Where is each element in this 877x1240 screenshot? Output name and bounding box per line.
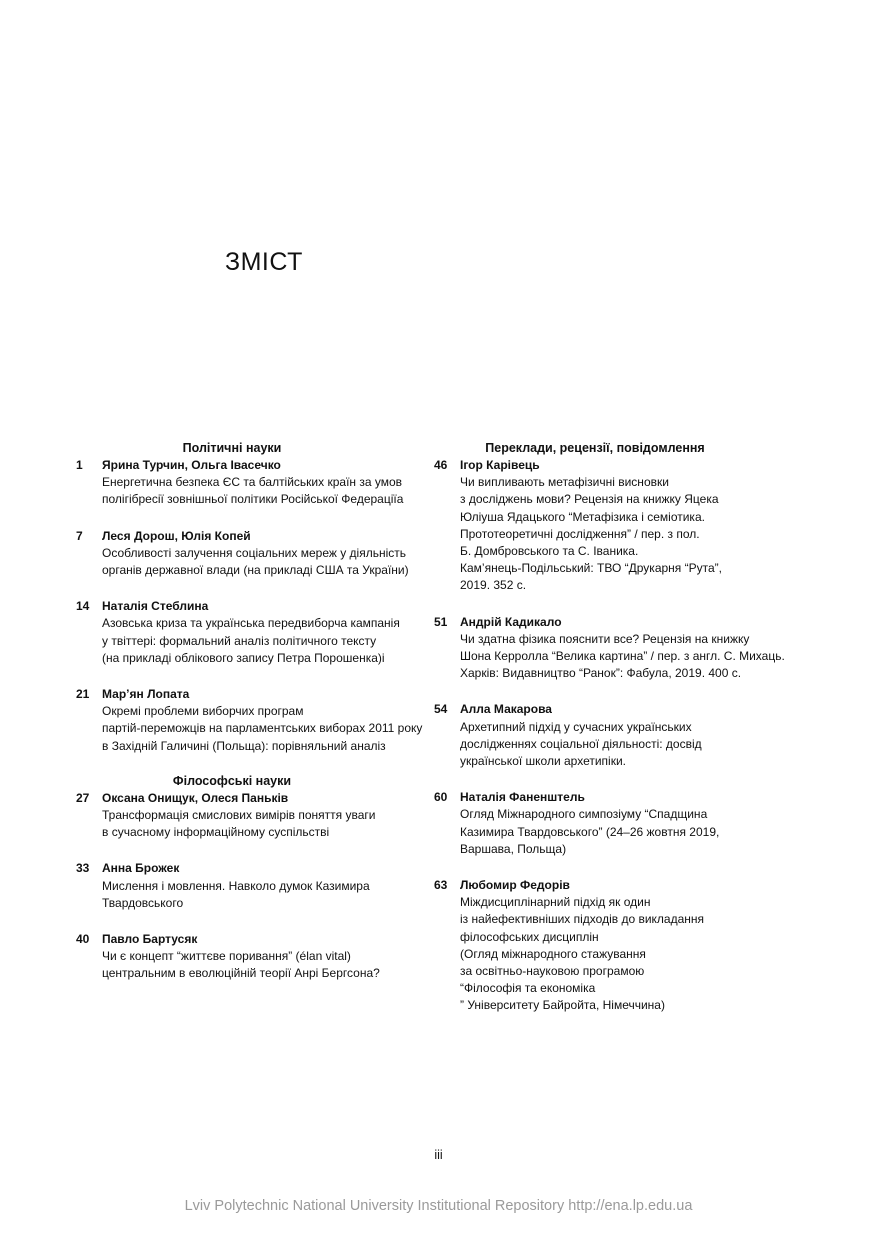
toc-page-number: 46 — [434, 458, 448, 472]
toc-page-number: 1 — [76, 458, 83, 472]
toc-article-title-line: (на прикладі облікового запису Петра Порошенка)і — [102, 650, 385, 665]
toc-article-title-line: 2019. 352 с. — [460, 578, 527, 593]
toc-article-title-line: “Філософія та економіка — [460, 981, 596, 996]
toc-authors: Любомир Федорів — [460, 878, 570, 893]
toc-article-title-line: з досліджень мови? Рецензія на книжку Яцека — [460, 492, 719, 507]
toc-page-number: 63 — [434, 878, 448, 893]
toc-page-number: 27 — [76, 790, 90, 805]
toc-article-title-line: Мислення і мовлення. Навколо думок Казимира — [102, 878, 370, 893]
toc-article-title-line: ” Університету Байройта, Німеччина) — [460, 998, 665, 1013]
section-heading: Переклади, рецензії, повідомлення — [485, 441, 705, 455]
toc-entry — [72, 790, 392, 842]
toc-entry — [72, 931, 392, 983]
toc-page-number: 54 — [434, 702, 448, 717]
toc-authors: Анна Брожек — [102, 861, 180, 876]
page-number: iii — [434, 1148, 443, 1162]
toc-article-title-line: Казимира Твардовського” (24–26 жовтня 2019, — [460, 824, 720, 839]
toc-article-title-line: Кам’янець-Подільський: ТВО “Друкарня “Рута”, — [460, 561, 722, 576]
toc-article-title-line: Архетипний підхід у сучасних українських — [460, 719, 692, 734]
toc-entry — [430, 789, 760, 858]
toc-article-title-line: в Західній Галичині (Польща): порівняльний аналіз — [102, 738, 386, 753]
toc-authors: Алла Макарова — [460, 702, 552, 717]
toc-article-title-line: Прототеоретичні дослідження” / пер. з пол. — [460, 526, 700, 541]
toc-entry — [72, 457, 404, 509]
toc-authors: Наталія Фаненштель — [460, 790, 585, 805]
toc-article-title-line: Чи випливають метафізичні висновки — [460, 475, 669, 490]
section-heading: Філософські науки — [172, 773, 292, 788]
toc-article-title-line: органів державної влади (на прикладі США та України) — [102, 563, 409, 578]
toc-article-title-line: Енергетична безпека ЄС та балтійських країн за умов — [102, 475, 403, 490]
toc-article-title-line: у твіттері: формальний аналіз політичного тексту — [102, 633, 377, 648]
toc-page-number: 14 — [76, 599, 90, 614]
page-title: ЗМІСТ — [225, 248, 303, 276]
toc-authors: Андрій Кадикало — [460, 614, 562, 629]
toc-entry — [430, 877, 760, 1015]
toc-article-title-line: Трансформація смислових вимірів поняття уваги — [102, 808, 376, 823]
toc-article-title-line: Харків: Видавництво “Ранок”: Фабула, 2019. 400 с. — [460, 666, 742, 681]
toc-article-title-line: Твардовського — [102, 895, 184, 910]
repository-footer: Lviv Polytechnic National University Institutional Repository http://ena.lp.edu.ua — [184, 1198, 693, 1214]
toc-article-title-line: Юліуша Ядацького “Метафізика і семіотика. — [460, 509, 705, 524]
toc-article-title-line: Чи є концепт “життєве поривання” (élan vital) — [102, 949, 351, 964]
toc-page-number: 51 — [434, 614, 448, 629]
toc-article-title-line: дослідженнях соціальної діяльності: досвід — [460, 736, 702, 751]
toc-authors: Леся Дорош, Юлія Копей — [102, 528, 251, 543]
toc-entry — [430, 457, 760, 595]
toc-article-title-line: української школи архетипіки. — [460, 754, 627, 769]
toc-article-title-line: партій-переможців на парламентських виборах 2011 року — [102, 721, 423, 736]
toc-authors: Мар’ян Лопата — [102, 687, 190, 702]
toc-article-title-line: Шона Керролла “Велика картина” / пер. з англ. С. Михаць. — [460, 649, 785, 664]
toc-page-number: 7 — [76, 528, 83, 543]
section-heading: Політичні науки — [182, 441, 282, 455]
right-column — [430, 440, 785, 1015]
toc-article-title-line: центральним в еволюційній теорії Анрі Бергсона? — [102, 966, 380, 981]
toc-entry — [72, 528, 409, 580]
toc-entry — [430, 701, 760, 770]
toc-article-title-line: філософських дисциплін — [460, 929, 599, 944]
toc-article-title-line: Особливості залучення соціальних мереж у діяльність — [102, 545, 407, 560]
toc-entry — [430, 614, 785, 683]
toc-article-title-line: Б. Домбровського та С. Іваника. — [460, 544, 639, 559]
toc-authors: Ігор Карівець — [460, 458, 540, 472]
toc-article-title-line: в сучасному інформаційному суспільстві — [102, 825, 330, 840]
toc-article-title-line: Чи здатна фізика пояснити все? Рецензія на книжку — [460, 631, 750, 646]
toc-page-number: 33 — [76, 861, 90, 876]
left-column — [72, 440, 423, 983]
toc-article-title-line: за освітньо-науковою програмою — [460, 964, 645, 979]
toc-entry — [72, 598, 400, 667]
toc-article-title-line: полігібресії зовнішньої політики Російської Федераціїа — [102, 492, 404, 507]
toc-article-title-line: (Огляд міжнародного стажування — [460, 946, 646, 961]
toc-entry — [72, 686, 423, 755]
toc-article-title-line: Огляд Міжнародного симпозіуму “Спадщина — [460, 807, 708, 822]
toc-article-title-line: Окремі проблеми виборчих програм — [102, 704, 304, 719]
toc-authors: Ярина Турчин, Ольга Івасечко — [102, 458, 281, 472]
toc-page-number: 60 — [434, 790, 448, 805]
toc-article-title-line: Міждисциплінарний підхід як один — [460, 895, 651, 910]
toc-page-number: 21 — [76, 687, 90, 702]
toc-authors: Оксана Онищук, Олеся Паньків — [102, 790, 289, 805]
toc-article-title-line: Варшава, Польща) — [460, 841, 567, 856]
toc-page-number: 40 — [76, 932, 90, 947]
toc-entry — [72, 860, 392, 912]
toc-authors: Наталія Стеблина — [102, 599, 209, 614]
toc-article-title-line: із найефективніших підходів до викладання — [460, 912, 705, 927]
toc-authors: Павло Бартусяк — [102, 932, 198, 947]
toc-article-title-line: Азовська криза та українська передвиборча кампанія — [102, 616, 400, 631]
